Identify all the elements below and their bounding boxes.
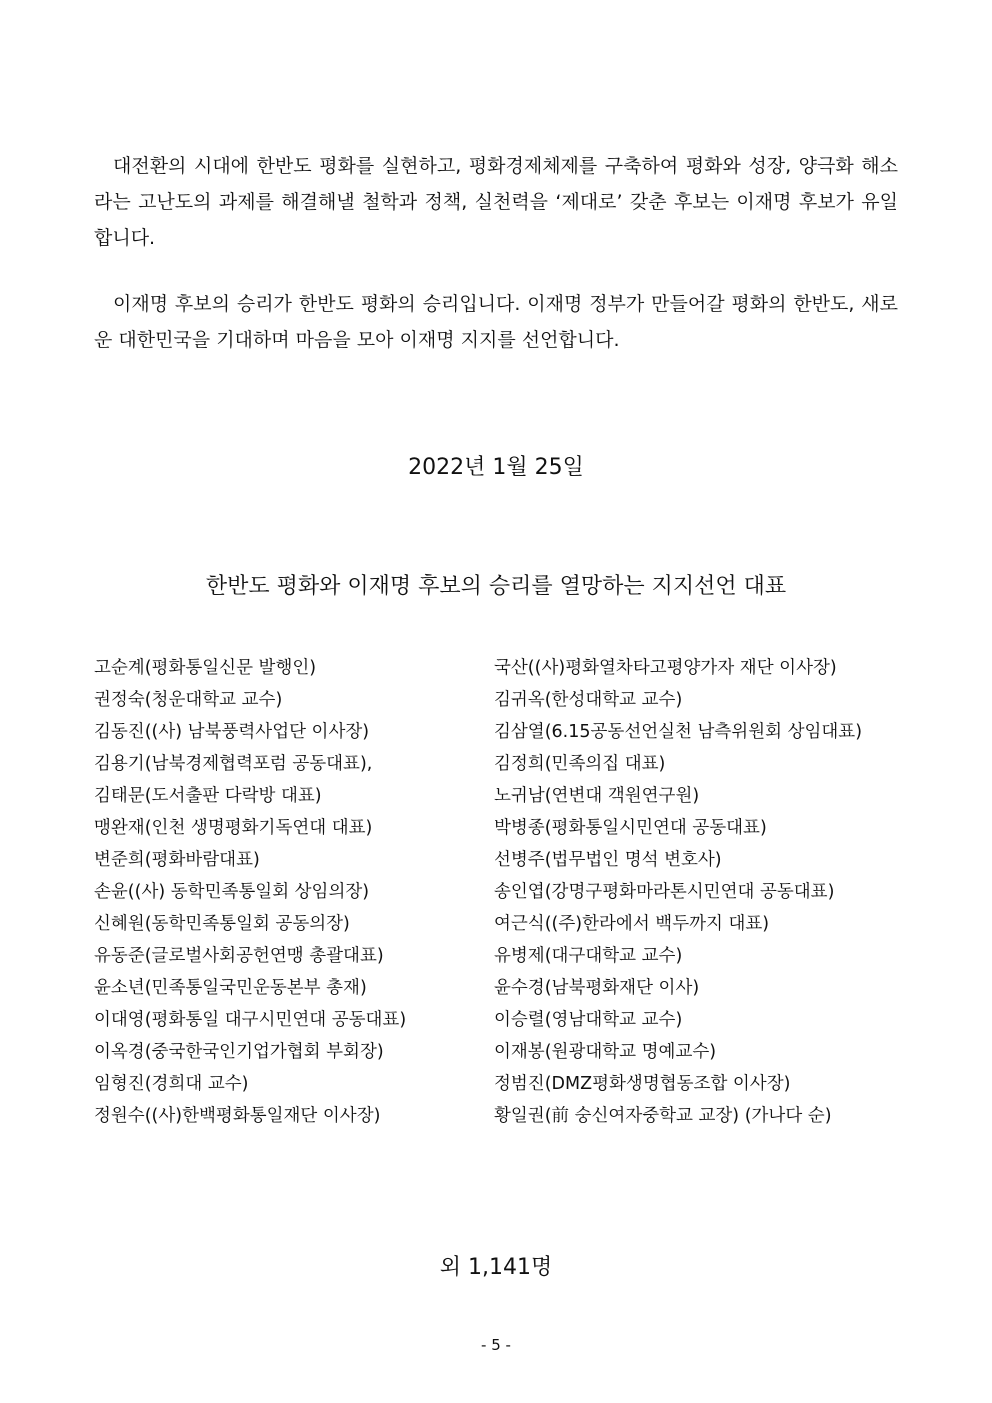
signatory-item: 황일권(前 숭신여자중학교 교장) (가나다 순) bbox=[494, 1106, 832, 1126]
signatory-item: 유병제(대구대학교 교수) bbox=[494, 946, 683, 966]
signatory-item: 윤소년(민족통일국민운동본부 총재) bbox=[94, 978, 367, 998]
signatory-item: 국산((사)평화열차타고평양가자 재단 이사장) bbox=[494, 658, 837, 678]
signatory-item: 정범진(DMZ평화생명협동조합 이사장) bbox=[494, 1074, 791, 1094]
signatory-item: 이대영(평화통일 대구시민연대 공동대표) bbox=[94, 1010, 407, 1030]
signatory-item: 고순계(평화통일신문 발행인) bbox=[94, 658, 317, 678]
signatories-heading: 한반도 평화와 이재명 후보의 승리를 열망하는 지지선언 대표 bbox=[205, 574, 787, 599]
signatory-item: 김귀옥(한성대학교 교수) bbox=[494, 690, 683, 710]
signatories-right-column bbox=[494, 652, 904, 1132]
signatory-item: 신혜원(동학민족통일회 공동의장) bbox=[94, 914, 350, 934]
signatory-item: 손윤((사) 동학민족통일회 상임의장) bbox=[94, 882, 370, 902]
signatory-item: 김정희(민족의집 대표) bbox=[494, 754, 666, 774]
signatory-item: 김용기(남북경제협력포럼 공동대표), bbox=[94, 754, 373, 774]
signatory-item: 권정숙(청운대학교 교수) bbox=[94, 690, 283, 710]
signatory-item: 윤수경(남북평화재단 이사) bbox=[494, 978, 700, 998]
signatory-item: 유동준(글로벌사회공헌연맹 총괄대표) bbox=[94, 946, 384, 966]
signatory-item: 정원수((사)한백평화통일재단 이사장) bbox=[94, 1106, 381, 1126]
declaration-date: 2022년 1월 25일 bbox=[408, 455, 584, 480]
signatory-item: 임형진(경희대 교수) bbox=[94, 1074, 249, 1094]
signatory-item: 맹완재(인천 생명평화기독연대 대표) bbox=[94, 818, 373, 838]
body-paragraph-2: 이재명 후보의 승리가 한반도 평화의 승리입니다. 이재명 정부가 만들어갈 평화의 한반도, 새로운 대한민국을 기대하며 마음을 모아 이재명 지지를 선언합니다. bbox=[94, 293, 898, 351]
signatory-item: 박병종(평화통일시민연대 공동대표) bbox=[494, 818, 767, 838]
signatory-item: 김삼열(6.15공동선언실천 남측위원회 상임대표) bbox=[494, 722, 863, 742]
signatory-item: 이재봉(원광대학교 명예교수) bbox=[494, 1042, 717, 1062]
others-count: 외 1,141명 bbox=[439, 1255, 553, 1280]
signatory-item: 김태문(도서출판 다락방 대표) bbox=[94, 786, 322, 806]
page-number: - 5 - bbox=[481, 1336, 511, 1354]
signatory-item: 이승렬(영남대학교 교수) bbox=[494, 1010, 683, 1030]
signatories-left-column bbox=[94, 652, 484, 1132]
signatory-item: 변준희(평화바람대표) bbox=[94, 850, 260, 870]
signatory-item: 노귀남(연변대 객원연구원) bbox=[494, 786, 700, 806]
signatory-item: 여근식((주)한라에서 백두까지 대표) bbox=[494, 914, 770, 934]
body-paragraph-1: 대전환의 시대에 한반도 평화를 실현하고, 평화경제체제를 구축하여 평화와 성장, 양극화 해소라는 고난도의 과제를 해결해낼 철학과 정책, 실천력을 ‘제대로’ 갖춘 후보는 이재명 후보가 유일합니다. bbox=[94, 155, 898, 249]
signatory-item: 이옥경(중국한국인기업가협회 부회장) bbox=[94, 1042, 384, 1062]
signatory-item: 송인엽(강명구평화마라톤시민연대 공동대표) bbox=[494, 882, 835, 902]
signatory-item: 김동진((사) 남북풍력사업단 이사장) bbox=[94, 722, 370, 742]
signatory-item: 선병주(법무법인 명석 변호사) bbox=[494, 850, 722, 870]
